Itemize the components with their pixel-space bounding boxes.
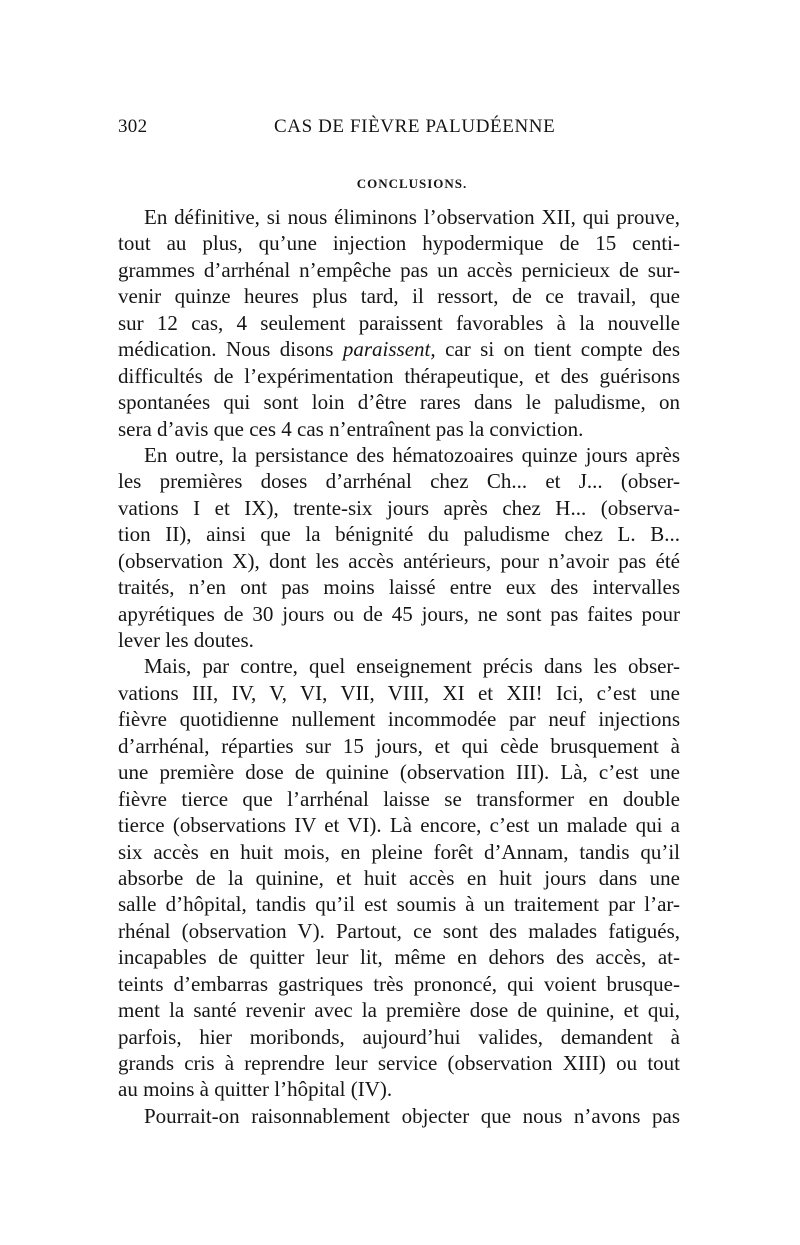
text-line: sur 12 cas, 4 seulement paraissent favorables à la nouvelle <box>118 310 680 335</box>
text-line: fièvre quotidienne nullement incommodée par neuf injections <box>118 707 680 732</box>
text-line: grammes d’arrhénal n’empêche pas un accès pernicieux de sur- <box>118 257 680 282</box>
text-line: incapables de quitter leur lit, même en dehors des accès, at- <box>118 945 680 970</box>
text-line: tierce (observations IV et VI). Là encore, c’est un malade qui a <box>118 813 680 838</box>
text-line: vations III, IV, V, VI, VII, VIII, XI et XII! Ici, c’est une <box>118 680 680 705</box>
text-line: ment la santé revenir avec la première dose de quinine, et qui, <box>118 998 680 1023</box>
text-line: sera d’avis que ces 4 cas n’entraînent pas la conviction. <box>118 416 584 441</box>
text-fragment: médication. Nous disons <box>118 337 334 362</box>
text-fragment: car si on tient compte des <box>445 337 681 362</box>
text-line: spontanées qui sont loin d’être rares dans le paludisme, on <box>118 390 680 415</box>
text-line: d’arrhénal, réparties sur 15 jours, et qui cède brusquement à <box>118 733 680 758</box>
text-line: Pourrait-on raisonnablement objecter que nous n’avons pas <box>144 1103 680 1128</box>
text-line: fièvre tierce que l’arrhénal laisse se transformer en double <box>118 786 680 811</box>
text-line: les premières doses d’arrhénal chez Ch... et J... (obser- <box>118 469 680 494</box>
text-line: salle d’hôpital, tandis qu’il est soumis à un traitement par l’ar- <box>118 892 680 917</box>
section-title: CONCLUSIONS. <box>356 176 468 191</box>
text-line: venir quinze heures plus tard, il ressort, de ce travail, que <box>118 284 680 309</box>
text-line: difficultés de l’expérimentation thérapeutique, et des guérisons <box>118 363 680 388</box>
text-line: parfois, hier moribonds, aujourd’hui valides, demandent à <box>118 1024 680 1049</box>
text-line: grands cris à reprendre leur service (observation XIII) ou tout <box>118 1051 680 1075</box>
text-line: apyrétiques de 30 jours ou de 45 jours, ne sont pas faites pour <box>118 601 680 626</box>
body-text <box>118 204 680 1129</box>
text-line: rhénal (observation V). Partout, ce sont des malades fatigués, <box>118 918 680 943</box>
text-line: vations I et IX), trente-six jours après chez H... (observa- <box>118 495 680 520</box>
text-line: En définitive, si nous éliminons l’observation XII, qui prouve, <box>144 205 680 229</box>
text-line: six accès en huit mois, en pleine forêt d’Annam, tandis qu’il <box>118 839 680 864</box>
text-line <box>118 336 680 362</box>
page-number: 302 <box>118 116 148 137</box>
text-line: Mais, par contre, quel enseignement précis dans les obser- <box>144 654 680 679</box>
text-line: (observation X), dont les accès antérieurs, pour n’avoir pas été <box>118 548 680 573</box>
text-line: au moins à quitter l’hôpital (IV). <box>118 1077 393 1102</box>
text-line: En outre, la persistance des hématozoaires quinze jours après <box>144 442 680 467</box>
text-line: lever les doutes. <box>118 628 254 652</box>
text-line: teints d’embarras gastriques très prononcé, qui voient brusque- <box>118 971 680 996</box>
text-line: absorbe de la quinine, et huit accès en huit jours dans une <box>118 865 680 890</box>
text-line: tout au plus, qu’une injection hypodermique de 15 centi- <box>118 231 680 256</box>
text-line: tion II), ainsi que la bénignité du paludisme chez L. B... <box>118 522 680 547</box>
text-line: une première dose de quinine (observation III). Là, c’est une <box>118 760 680 785</box>
italic-word: paraissent, <box>342 337 436 362</box>
text-line: traités, n’en ont pas moins laissé entre eux des intervalles <box>118 575 680 600</box>
running-head: CAS DE FIÈVRE PALUDÉENNE <box>274 116 556 137</box>
